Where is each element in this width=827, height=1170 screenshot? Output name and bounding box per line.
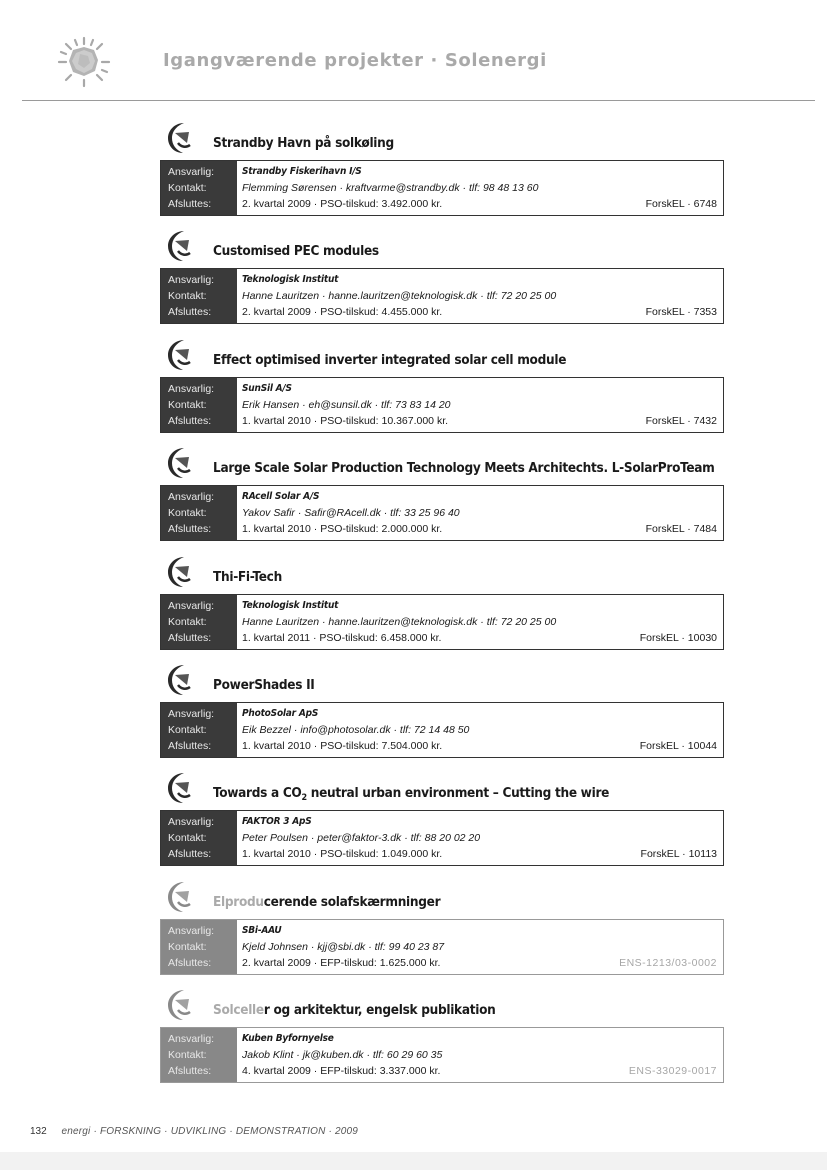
project-code: ForskEL · 10030 <box>639 631 717 644</box>
contact-info: Yakov Safir · Safir@RAcell.dk · tlf: 33 25 96 40 <box>242 507 460 520</box>
label-responsible: Ansvarlig: <box>168 599 215 612</box>
project-info-table <box>160 810 724 866</box>
solar-swirl-icon <box>162 987 194 1023</box>
label-responsible: Ansvarlig: <box>168 491 215 504</box>
label-finish: Afsluttes: <box>168 956 212 969</box>
label-contact: Kontakt: <box>168 940 207 953</box>
label-finish: Afsluttes: <box>168 306 212 319</box>
label-contact: Kontakt: <box>168 290 207 303</box>
label-finish: Afsluttes: <box>168 631 212 644</box>
project-info-table <box>160 485 724 541</box>
label-responsible: Ansvarlig: <box>168 382 215 395</box>
finish-and-funding: 1. kvartal 2010 · PSO-tilskud: 7.504.000 kr. <box>242 739 443 752</box>
project-entry <box>160 335 724 443</box>
label-finish: Afsluttes: <box>168 1065 212 1078</box>
finish-and-funding: 1. kvartal 2011 · PSO-tilskud: 6.458.000 kr. <box>242 631 442 644</box>
contact-info: Eik Bezzel · info@photosolar.dk · tlf: 72 14 48 50 <box>242 723 470 736</box>
contact-info: Erik Hansen · eh@sunsil.dk · tlf: 73 83 14 20 <box>242 398 451 411</box>
solar-swirl-icon <box>162 662 194 698</box>
finish-and-funding: 1. kvartal 2010 · PSO-tilskud: 2.000.000 kr. <box>242 523 443 536</box>
footer-text: energi · FORSKNING · UDVIKLING · DEMONSTRATION · 2009 <box>61 1126 359 1137</box>
label-responsible: Ansvarlig: <box>168 1033 215 1046</box>
project-info-table <box>160 702 724 758</box>
solar-swirl-icon <box>162 879 194 915</box>
project-info-table <box>160 1027 724 1083</box>
solar-swirl-icon <box>162 337 194 373</box>
contact-info: Hanne Lauritzen · hanne.lauritzen@teknologisk.dk · tlf: 72 20 25 00 <box>242 615 557 628</box>
page-number: 132 <box>30 1126 47 1137</box>
project-info-table <box>160 268 724 324</box>
contact-info: Peter Poulsen · peter@faktor-3.dk · tlf: 88 20 02 20 <box>242 832 481 845</box>
project-entry <box>160 118 724 226</box>
label-contact: Kontakt: <box>168 723 207 736</box>
project-entry <box>160 226 724 334</box>
contact-info: Jakob Klint · jk@kuben.dk · tlf: 60 29 60 35 <box>242 1049 443 1062</box>
project-code: ForskEL · 10044 <box>639 739 717 752</box>
organization: Kuben Byfornyelse <box>242 1033 334 1045</box>
project-list <box>160 118 724 1094</box>
solar-swirl-icon <box>162 228 194 264</box>
header-divider <box>22 100 815 101</box>
organization: Strandby Fiskerihavn I/S <box>242 166 362 177</box>
label-responsible: Ansvarlig: <box>168 924 215 937</box>
page-title: Igangværende projekter · Solenergi <box>163 50 547 71</box>
label-finish: Afsluttes: <box>168 523 212 536</box>
solar-swirl-icon <box>162 554 194 590</box>
label-contact: Kontakt: <box>168 615 207 628</box>
organization: PhotoSolar ApS <box>242 707 319 719</box>
project-info-table <box>160 594 724 650</box>
contact-info: Kjeld Johnsen · kjj@sbi.dk · tlf: 99 40 23 87 <box>242 940 445 953</box>
label-responsible: Ansvarlig: <box>168 816 215 829</box>
project-code: ForskEL · 7432 <box>645 414 717 427</box>
label-contact: Kontakt: <box>168 832 207 845</box>
scan-edge <box>0 1152 827 1170</box>
project-title: Thi-Fi-Tech <box>213 568 282 585</box>
sun-logo-icon <box>56 36 112 88</box>
project-entry <box>160 552 724 660</box>
project-entry <box>160 985 724 1093</box>
organization: FAKTOR 3 ApS <box>242 816 312 828</box>
label-responsible: Ansvarlig: <box>168 707 215 720</box>
project-code: ForskEL · 7484 <box>645 523 717 536</box>
finish-and-funding: 2. kvartal 2009 · PSO-tilskud: 4.455.000 kr. <box>242 306 443 319</box>
project-code: ForskEL · 10113 <box>640 848 717 861</box>
project-title: Customised PEC modules <box>213 243 379 260</box>
organization: Teknologisk Institut <box>242 599 339 611</box>
label-contact: Kontakt: <box>168 507 207 520</box>
label-contact: Kontakt: <box>168 1049 207 1062</box>
project-title: Effect optimised inverter integrated solar cell module <box>213 351 567 368</box>
label-responsible: Ansvarlig: <box>168 166 215 178</box>
finish-and-funding: 1. kvartal 2010 · PSO-tilskud: 1.049.000 kr. <box>242 848 443 861</box>
contact-info: Hanne Lauritzen · hanne.lauritzen@teknologisk.dk · tlf: 72 20 25 00 <box>242 290 557 303</box>
project-code: ForskEL · 6748 <box>645 198 717 210</box>
label-contact: Kontakt: <box>168 182 207 194</box>
project-title: PowerShades II <box>213 676 315 693</box>
organization: Teknologisk Institut <box>242 274 339 286</box>
project-info-table <box>160 377 724 433</box>
page-footer <box>30 1126 358 1137</box>
project-code: ForskEL · 7353 <box>645 306 717 319</box>
project-title: Large Scale Solar Production Technology Meets Architechts. L-SolarProTeam <box>213 460 715 477</box>
project-title: Solceller og arkitektur, engelsk publikation <box>213 1002 496 1019</box>
organization: SBi-AAU <box>242 924 282 936</box>
solar-swirl-icon <box>162 770 194 806</box>
label-finish: Afsluttes: <box>168 848 212 861</box>
finish-and-funding: 2. kvartal 2009 · PSO-tilskud: 3.492.000 kr. <box>242 198 443 210</box>
label-responsible: Ansvarlig: <box>168 274 215 287</box>
label-finish: Afsluttes: <box>168 198 212 210</box>
project-entry <box>160 443 724 551</box>
organization: SunSil A/S <box>242 382 292 394</box>
project-info-table <box>160 919 724 975</box>
project-title: Towards a $CO_2$ neutral urban environment – Cutting the wire <box>213 785 610 804</box>
project-code: ENS-33029-0017 <box>628 1065 717 1078</box>
contact-info: Flemming Sørensen · kraftvarme@strandby.dk · tlf: 98 48 13 60 <box>242 182 539 194</box>
label-finish: Afsluttes: <box>168 414 212 427</box>
finish-and-funding: 1. kvartal 2010 · PSO-tilskud: 10.367.000 kr. <box>242 414 449 427</box>
project-title: Elproducerende solafskærmninger <box>213 893 441 910</box>
finish-and-funding: 4. kvartal 2009 · EFP-tilskud: 3.337.000 kr. <box>242 1065 441 1078</box>
project-title: Strandby Havn på solkøling <box>213 135 394 151</box>
project-entry <box>160 877 724 985</box>
label-finish: Afsluttes: <box>168 739 212 752</box>
finish-and-funding: 2. kvartal 2009 · EFP-tilskud: 1.625.000 kr. <box>242 956 441 969</box>
solar-swirl-icon <box>162 120 194 156</box>
organization: RAcell Solar A/S <box>242 491 320 503</box>
project-entry <box>160 660 724 768</box>
label-contact: Kontakt: <box>168 398 207 411</box>
project-entry <box>160 768 724 876</box>
project-info-table <box>160 160 724 216</box>
solar-swirl-icon <box>162 445 194 481</box>
project-code: ENS-1213/03-0002 <box>619 956 717 969</box>
